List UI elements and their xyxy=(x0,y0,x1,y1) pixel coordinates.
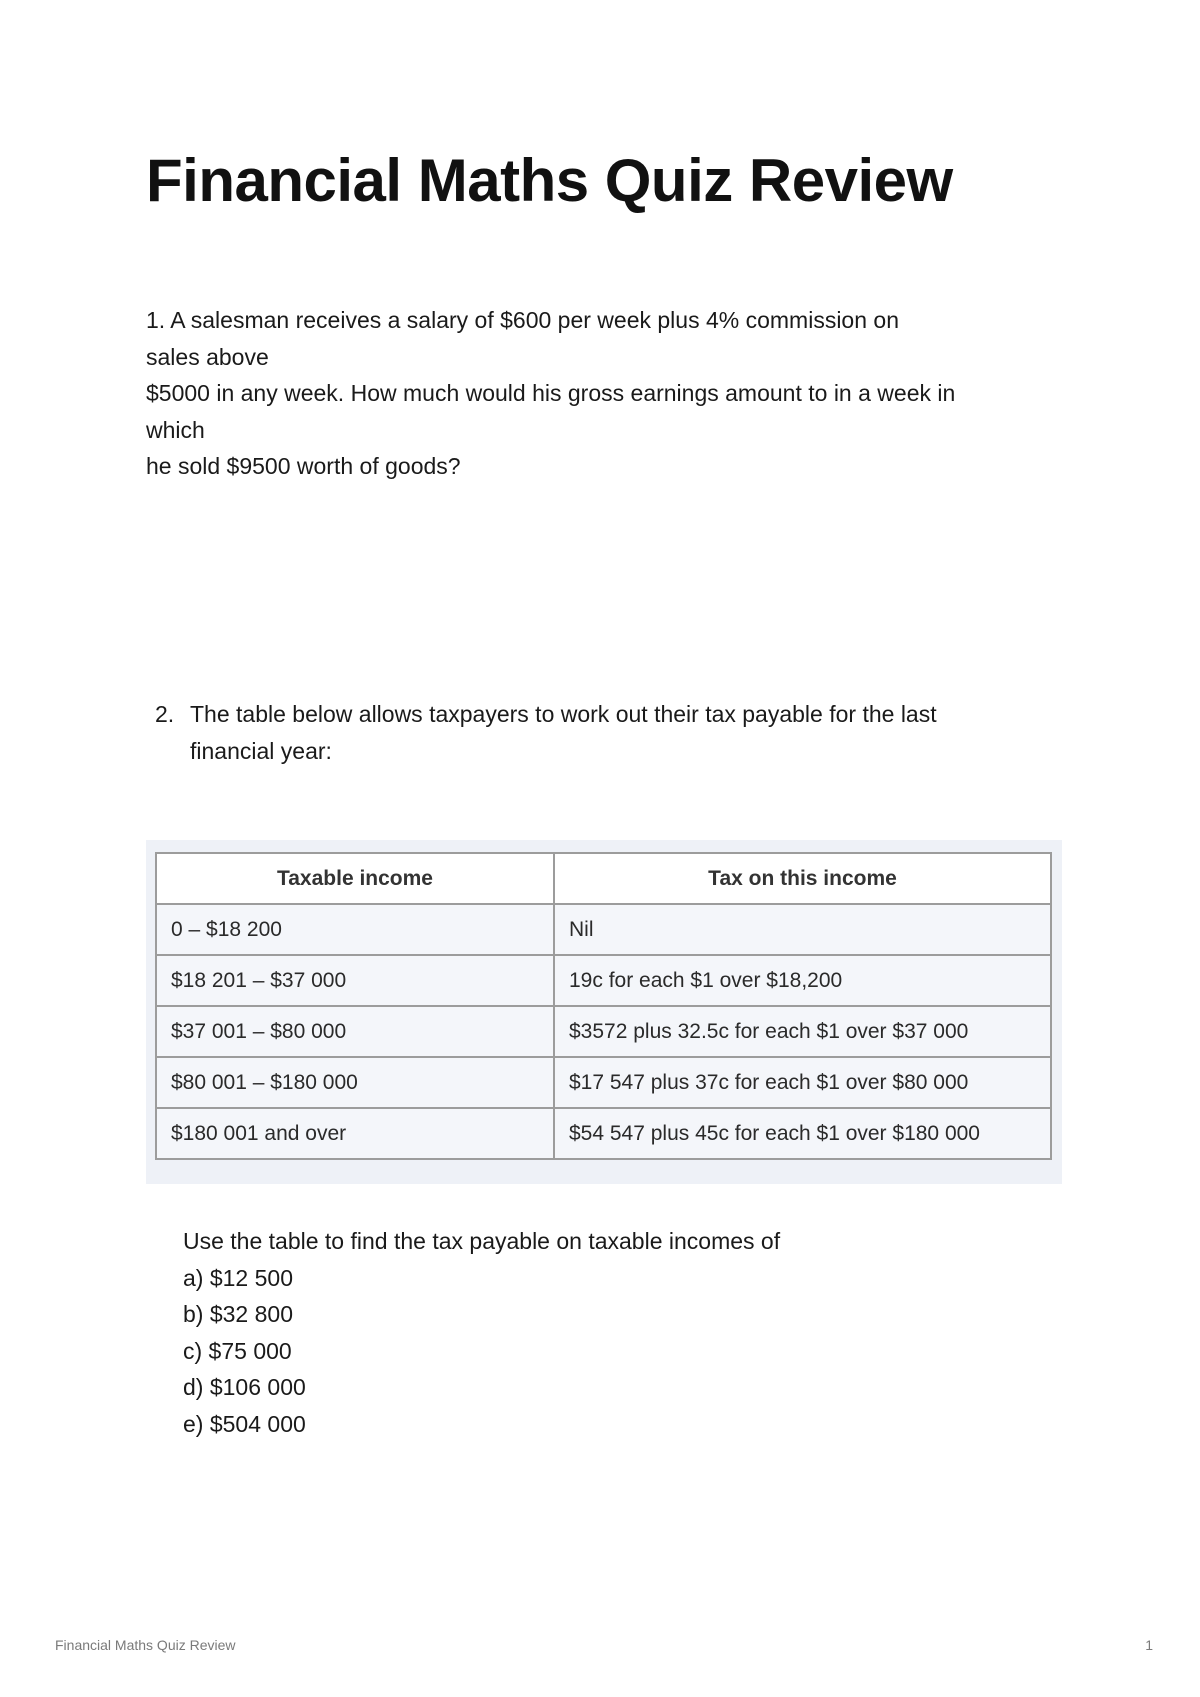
question-1-line: sales above xyxy=(146,343,269,370)
question-1-line: 1. A salesman receives a salary of $600 per week plus 4% commission on xyxy=(146,307,899,333)
taxable-income-cell: $37 001 – $80 000 xyxy=(156,1006,554,1057)
page-title: Financial Maths Quiz Review xyxy=(146,147,953,214)
table-row xyxy=(156,955,1051,1006)
tax-cell: $54 547 plus 45c for each $1 over $180 000 xyxy=(554,1108,1051,1159)
question-2 xyxy=(155,696,1085,769)
taxable-income-cell: $18 201 – $37 000 xyxy=(156,955,554,1006)
question-2-text: The table below allows taxpayers to work out their tax payable for the last xyxy=(190,701,937,727)
table-row xyxy=(156,1108,1051,1159)
sub-questions-intro: Use the table to find the tax payable on taxable incomes of xyxy=(183,1228,781,1254)
sub-questions xyxy=(183,1223,780,1442)
question-2-number: 2. xyxy=(155,701,175,727)
sub-question-item: d) $106 000 xyxy=(183,1374,306,1400)
sub-question-item: e) $504 000 xyxy=(183,1410,306,1437)
tax-cell: $3572 plus 32.5c for each $1 over $37 000 xyxy=(554,1006,1051,1057)
sub-question-item: b) $32 800 xyxy=(183,1301,293,1327)
question-1 xyxy=(146,302,1076,485)
tax-cell: $17 547 plus 37c for each $1 over $80 000 xyxy=(554,1057,1051,1108)
footer-page-number: 1 xyxy=(1145,1637,1153,1653)
table-row xyxy=(156,1006,1051,1057)
question-2-line: financial year: xyxy=(190,737,332,764)
taxable-income-cell: 0 – $18 200 xyxy=(156,904,554,955)
table-header-row xyxy=(156,853,1051,904)
tax-cell: Nil xyxy=(554,904,1051,955)
sub-question-item: c) $75 000 xyxy=(183,1337,292,1364)
tax-table-image xyxy=(146,840,1062,1184)
column-header-tax-on-income: Tax on this income xyxy=(554,853,1051,904)
question-1-line: $5000 in any week. How much would his gross earnings amount to in a week in xyxy=(146,380,956,406)
column-header-taxable-income: Taxable income xyxy=(156,853,554,904)
tax-table xyxy=(155,852,1052,1160)
taxable-income-cell: $80 001 – $180 000 xyxy=(156,1057,554,1108)
footer-title: Financial Maths Quiz Review xyxy=(55,1637,236,1653)
table-row xyxy=(156,1057,1051,1108)
question-2-line xyxy=(155,696,1085,733)
question-1-line: he sold $9500 worth of goods? xyxy=(146,453,461,479)
sub-question-item: a) $12 500 xyxy=(183,1264,293,1291)
taxable-income-cell: $180 001 and over xyxy=(156,1108,554,1159)
question-1-line: which xyxy=(146,416,205,443)
tax-cell: 19c for each $1 over $18,200 xyxy=(554,955,1051,1006)
table-row xyxy=(156,904,1051,955)
